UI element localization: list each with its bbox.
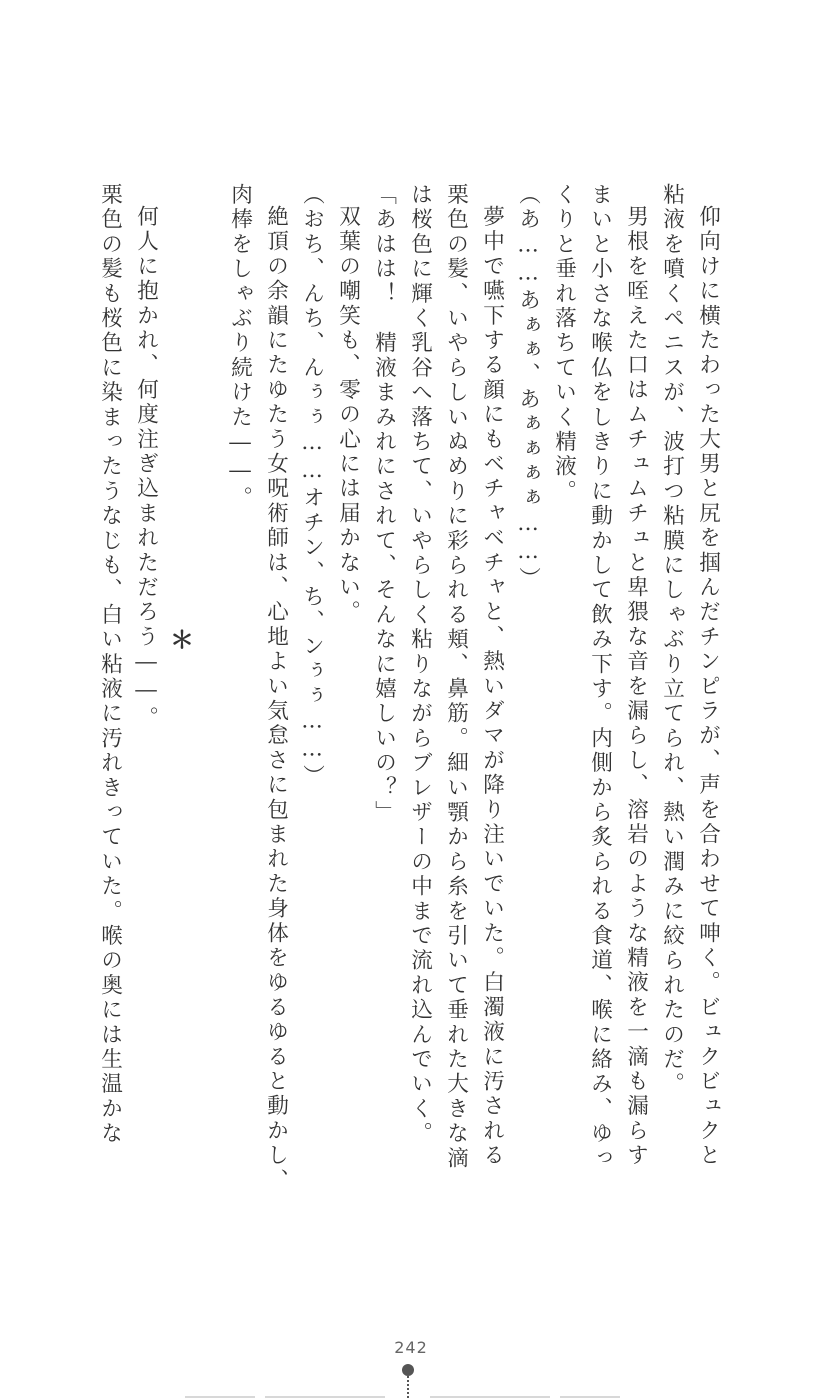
page-marker-dot-icon (402, 1364, 414, 1376)
text-line: は桜色に輝く乳谷へ落ちて、いやらしく粘りながらブレザーの中まで流れ込んでいく。 (407, 183, 433, 1147)
text-line: 双葉の嘲笑も、零の心には届かない。 (335, 205, 361, 625)
page-marker-stem (407, 1376, 409, 1400)
bottom-edge-rule (430, 1396, 550, 1398)
text-line: 粘液を噴くペニスが、波打つ粘膜にしゃぶり立てられ、熱い潤みに絞られたのだ。 (659, 183, 685, 1097)
bottom-edge-rule (265, 1396, 385, 1398)
section-break-asterisk: ＊ (170, 626, 194, 654)
text-line: 栗色の髪も桜色に染まったうなじも、白い粘液に汚れきっていた。喉の奥には生温かな (97, 183, 123, 1147)
page-number: 242 (394, 1338, 428, 1357)
text-line: （おち、んち、んぅぅ……オチン、ち、ンぅぅ……） (299, 183, 325, 790)
text-line: 夢中で嚥下する顔にもベチャベチャと、熱いダマが降り注いでいた。白濁液に汚される (479, 205, 505, 1169)
text-line: くりと垂れ落ちていく精液。 (551, 183, 577, 505)
text-line: （あ……あぁぁ、あぁぁぁぁ……） (515, 183, 541, 592)
text-line: 絶頂の余韻にたゆたう女呪術師は、心地よい気怠さに包まれた身体をゆるゆると動かし、 (263, 205, 289, 1193)
text-line: 男根を咥えた口はムチュムチュと卑猥な音を漏らし、溶岩のような精液を一滴も漏らす (623, 205, 649, 1169)
text-line: 何人に抱かれ、何度注ぎ込まれただろう――。 (133, 205, 159, 731)
text-line: 肉棒をしゃぶり続けた――。 (227, 183, 253, 511)
text-line: まいと小さな喉仏をしきりに動かして飲み下す。内側から炙られる食道、喉に絡み、ゆっ (587, 183, 613, 1171)
bottom-edge-rule (560, 1396, 620, 1398)
text-line: 「あはは！ 精液まみれにされて、そんなに嬉しいの？」 (371, 183, 397, 826)
text-line: 栗色の髪、いやらしいぬめりに彩られる頬、鼻筋。細い顎から糸を引いて垂れた大きな滴 (443, 183, 469, 1171)
bottom-edge-rule (185, 1396, 255, 1398)
text-line: 仰向けに横たわった大男と尻を掴んだチンピラが、声を合わせて呻く。ビュクビュクと (695, 205, 721, 1169)
